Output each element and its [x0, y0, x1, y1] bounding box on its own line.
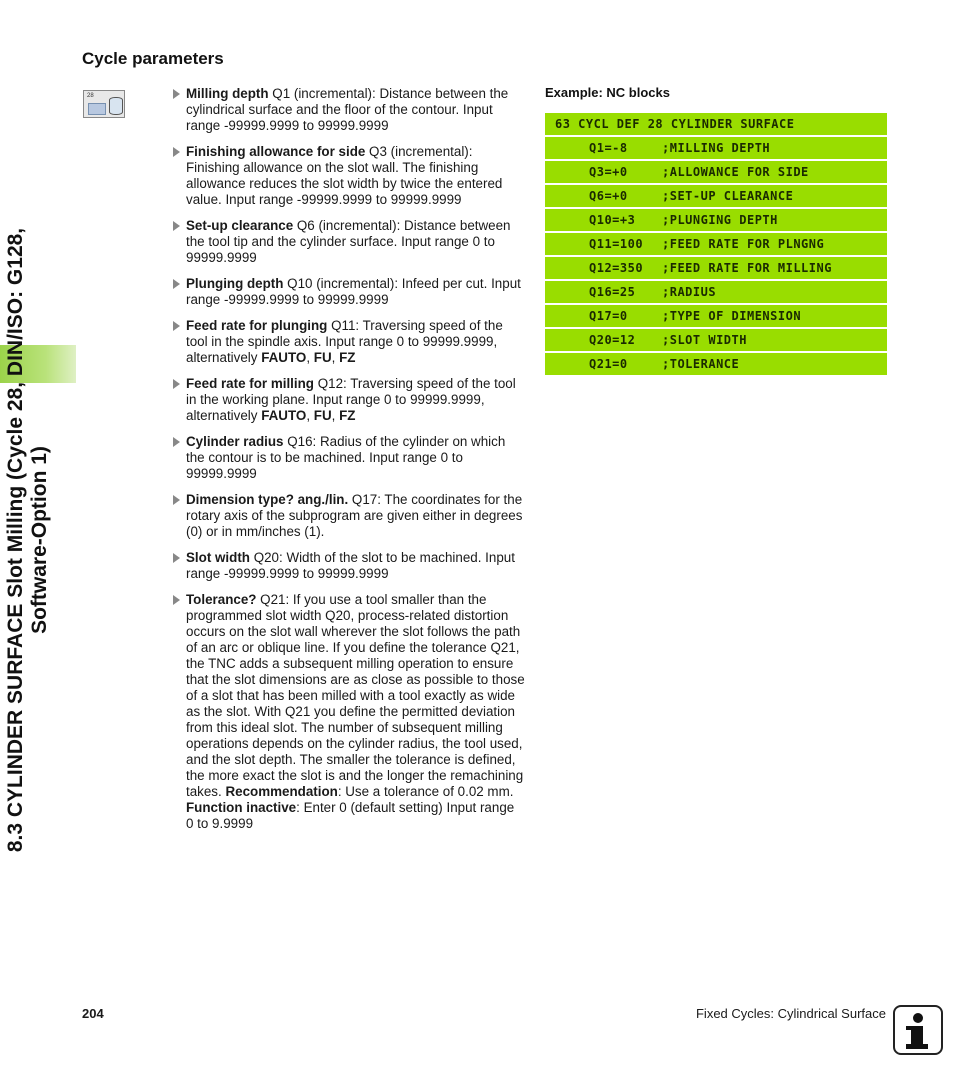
nc-blocks — [545, 113, 887, 377]
separator: , — [331, 408, 340, 423]
param-desc: : Enter 0 (default setting) Input range 0 to 9.9999 — [186, 800, 515, 831]
nc-row — [545, 137, 887, 159]
example-title: Example: NC blocks — [545, 85, 670, 100]
nc-row — [545, 161, 887, 183]
nc-comment: ;ALLOWANCE FOR SIDE — [662, 165, 809, 179]
param-desc: Q6 (incremental): Distance between the tool tip and the cylinder surface. Input range 0 to 99999.9999 — [186, 218, 511, 265]
keyword: FZ — [339, 408, 356, 423]
param-slot-width — [173, 550, 525, 582]
nc-row — [545, 233, 887, 255]
param-desc: Q10 (incremental): Infeed per cut. Input range -99999.9999 to 99999.9999 — [186, 276, 521, 307]
nc-q-value: Q1=-8 — [589, 141, 628, 155]
section-title: Cycle parameters — [82, 49, 224, 68]
param-cylinder-radius — [173, 434, 525, 482]
keyword: FU — [313, 408, 332, 423]
nc-q-value: Q17=0 — [589, 309, 628, 323]
nc-q-value: Q11=100 — [589, 237, 644, 251]
param-milling-depth — [173, 86, 525, 134]
bullet-arrow-icon — [173, 595, 180, 605]
keyword: FZ — [339, 350, 356, 365]
keyword: Function inactive — [186, 800, 297, 815]
keyword: FAUTO — [261, 350, 307, 365]
keyword: FAUTO — [261, 408, 307, 423]
param-desc: Q20: Width of the slot to be machined. Input range -99999.9999 to 99999.9999 — [186, 550, 515, 581]
bullet-arrow-icon — [173, 221, 180, 231]
param-name: Plunging depth — [186, 276, 284, 291]
nc-row — [545, 305, 887, 327]
param-desc: Q11: Traversing speed of the tool in the spindle axis. Input range 0 to 99999.9999, alternatively — [186, 318, 503, 365]
nc-comment: ;SET-UP CLEARANCE — [662, 189, 794, 203]
nc-q-value: Q3=+0 — [589, 165, 628, 179]
param-plunging-depth — [173, 276, 525, 308]
cycle-28-icon — [83, 90, 125, 118]
param-desc: Q16: Radius of the cylinder on which the contour is to be machined. Input range 0 to 99999.9999 — [186, 434, 506, 481]
nc-comment: ;PLUNGING DEPTH — [662, 213, 778, 227]
bullet-arrow-icon — [173, 437, 180, 447]
bullet-arrow-icon — [173, 89, 180, 99]
param-desc: Q21: If you use a tool smaller than the programmed slot width Q20, process-related distortion occurs on the slot wall wherever the slot follows the path of an arc or oblique line. If you define the tolerance Q21, the TNC adds a subsequent milling operation to ensure that the slot dimensions are as close as possible to those of a slot that has been milled with a tool exactly as wide as the slot. With Q21 you define the permitted deviation from this ideal slot. The number of subsequent milling operations depends on the cylinder radius, the tool used, and the slot depth. The smaller the tolerance is defined, the more exact the slot is and the longer the remachining takes. — [186, 592, 525, 799]
footer-chapter: Fixed Cycles: Cylindrical Surface — [695, 1006, 886, 1021]
param-name: Dimension type? ang./lin. — [186, 492, 349, 507]
param-finishing-allowance — [173, 144, 525, 208]
param-tolerance — [173, 592, 525, 832]
nc-comment: ;SLOT WIDTH — [662, 333, 747, 347]
bullet-arrow-icon — [173, 495, 180, 505]
nc-q-value: Q10=+3 — [589, 213, 636, 227]
cylinder-icon — [109, 97, 123, 115]
param-name: Slot width — [186, 550, 250, 565]
slot-shape-icon — [88, 103, 106, 115]
nc-header-row — [545, 113, 887, 135]
separator: , — [306, 350, 314, 365]
param-name: Feed rate for plunging — [186, 318, 328, 333]
keyword: Recommendation — [225, 784, 338, 799]
nc-header: 63 CYCL DEF 28 CYLINDER SURFACE — [555, 117, 795, 131]
nc-comment: ;MILLING DEPTH — [662, 141, 771, 155]
param-desc: Q17: The coordinates for the rotary axis of the subprogram are given either in degrees (0) or in mm/inches (1). — [186, 492, 523, 539]
param-dimension-type — [173, 492, 525, 540]
param-name: Feed rate for milling — [186, 376, 314, 391]
param-desc: Q3 (incremental): Finishing allowance on the slot wall. The finishing allowance reduces the slot width by twice the entered value. Input range -99999.9999 to 99999.9999 — [186, 144, 503, 207]
nc-q-value: Q6=+0 — [589, 189, 628, 203]
param-feed-plunging — [173, 318, 525, 366]
param-desc: Q1 (incremental): Distance between the cylindrical surface and the floor of the contour. Input range -99999.9999 to 99999.9999 — [186, 86, 509, 133]
param-name: Cylinder radius — [186, 434, 284, 449]
side-title-line1: 8.3 CYLINDER SURFACE Slot Milling (Cycle 28, DIN/ISO: G128, — [4, 227, 27, 853]
param-name: Tolerance? — [186, 592, 257, 607]
nc-comment: ;TOLERANCE — [662, 357, 740, 371]
separator: , — [331, 350, 340, 365]
nc-comment: ;RADIUS — [662, 285, 717, 299]
page-number: 204 — [82, 1006, 104, 1021]
param-name: Set-up clearance — [186, 218, 294, 233]
nc-q-value: Q20=12 — [589, 333, 636, 347]
bullet-arrow-icon — [173, 321, 180, 331]
bullet-arrow-icon — [173, 279, 180, 289]
cycle-icon-number: 28 — [87, 93, 94, 99]
bullet-arrow-icon — [173, 553, 180, 563]
nc-row — [545, 257, 887, 279]
nc-row — [545, 281, 887, 303]
param-desc: : Use a tolerance of 0.02 mm. — [337, 784, 514, 799]
parameter-list — [173, 86, 525, 842]
param-setup-clearance — [173, 218, 525, 266]
nc-comment: ;FEED RATE FOR MILLING — [662, 261, 832, 275]
nc-q-value: Q12=350 — [589, 261, 644, 275]
nc-q-value: Q21=0 — [589, 357, 628, 371]
side-title-line2: Software-Option 1) — [28, 446, 51, 634]
bullet-arrow-icon — [173, 147, 180, 157]
nc-row — [545, 209, 887, 231]
nc-row — [545, 185, 887, 207]
info-icon — [893, 1005, 943, 1055]
nc-comment: ;FEED RATE FOR PLNGNG — [662, 237, 825, 251]
bullet-arrow-icon — [173, 379, 180, 389]
nc-q-value: Q16=25 — [589, 285, 636, 299]
nc-row — [545, 353, 887, 375]
nc-row — [545, 329, 887, 351]
param-name: Milling depth — [186, 86, 269, 101]
param-name: Finishing allowance for side — [186, 144, 366, 159]
separator: , — [306, 408, 314, 423]
nc-comment: ;TYPE OF DIMENSION — [662, 309, 802, 323]
param-feed-milling — [173, 376, 525, 424]
keyword: FU — [313, 350, 332, 365]
param-desc: Q12: Traversing speed of the tool in the working plane. Input range 0 to 99999.9999, alternatively — [186, 376, 516, 423]
